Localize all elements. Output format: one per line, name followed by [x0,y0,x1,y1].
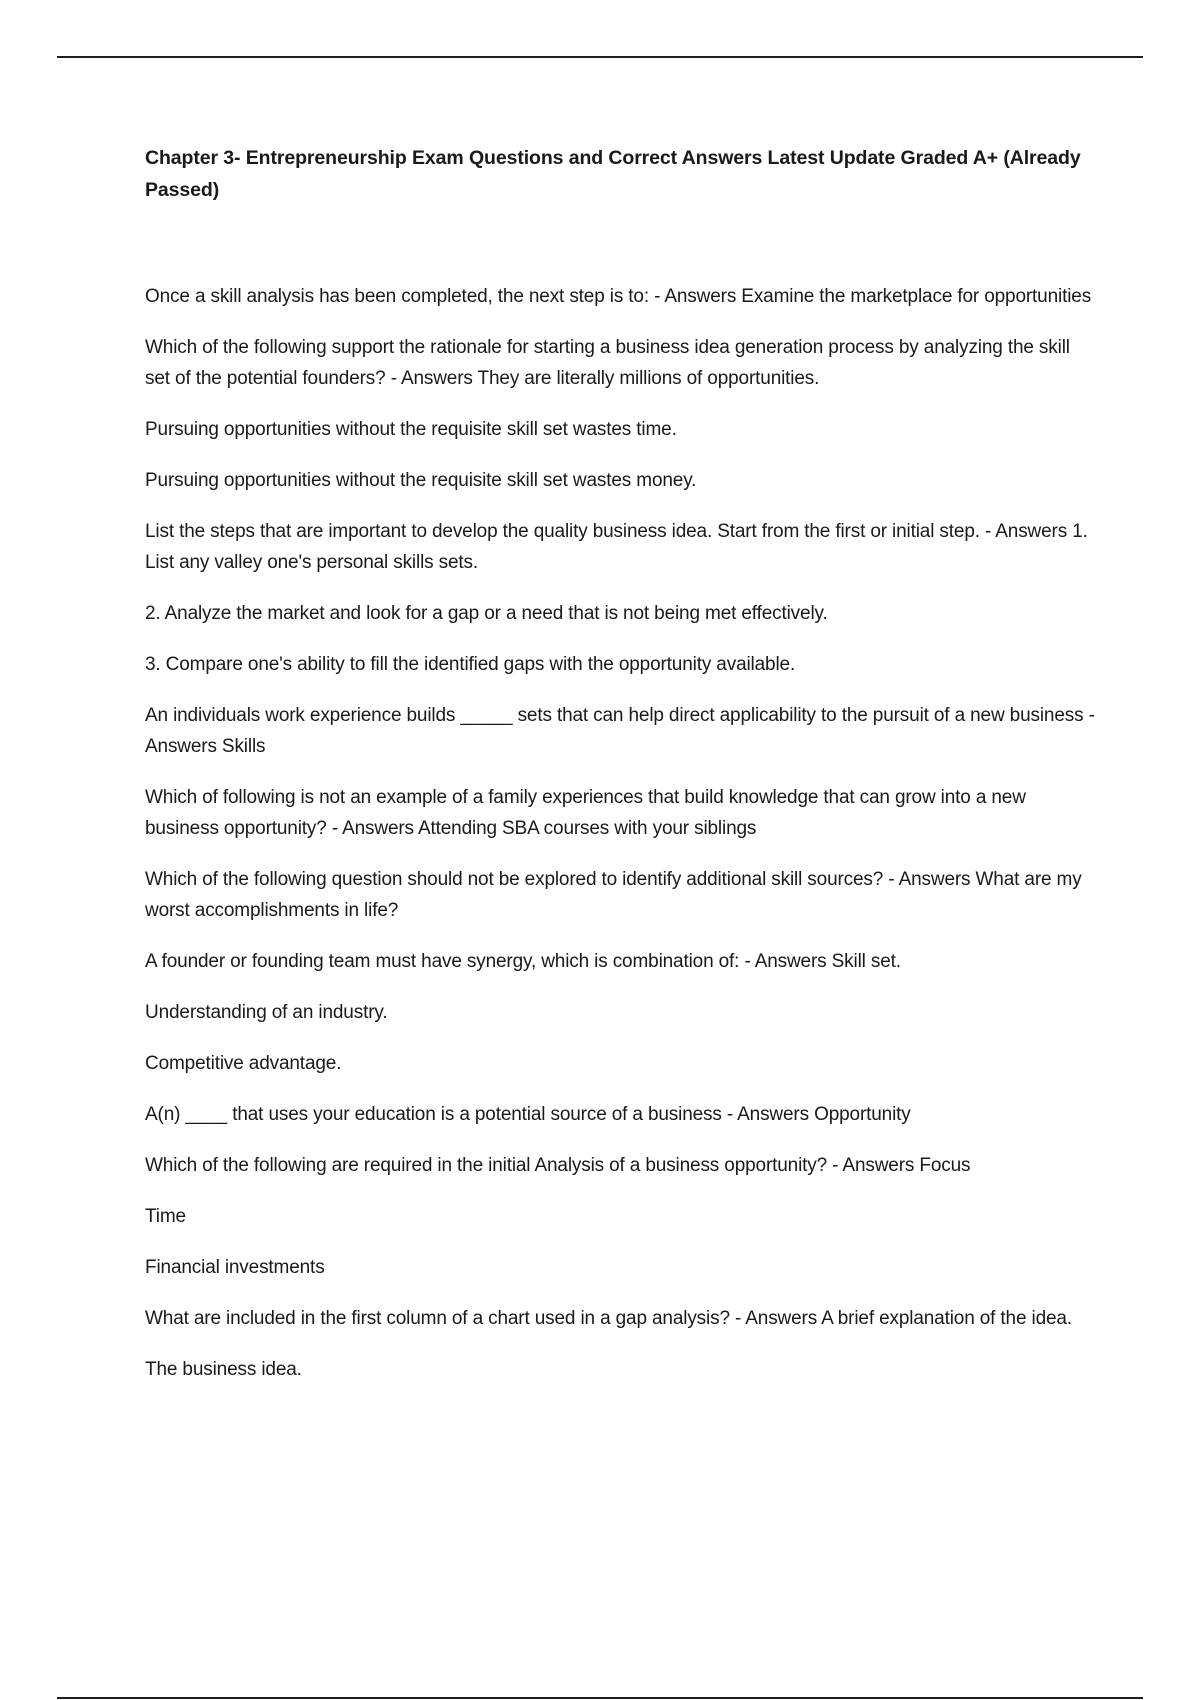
paragraph-6: 2. Analyze the market and look for a gap or a need that is not being met effectively. [145,603,828,624]
footer-rule [57,1697,1143,1699]
paragraph-5: List the steps that are important to develop the quality business idea. Start from the first or initial step. - Answers 1. List any valley one's personal skills sets. [145,521,1088,573]
paragraph-8: An individuals work experience builds _____ sets that can help direct applicability to the pursuit of a new business - Answers Skills [145,705,1095,757]
paragraph-10: Which of the following question should not be explored to identify additional skill sources? - Answers What are my worst accomplishments in life? [145,869,1082,921]
document-title: Chapter 3- Entrepreneurship Exam Questions and Correct Answers Latest Update Graded A+ (Already Passed) [145,147,1081,201]
paragraph-13: Competitive advantage. [145,1053,342,1074]
paragraph-9: Which of following is not an example of a family experiences that build knowledge that can grow into a new business opportunity? - Answers Attending SBA courses with your siblings [145,787,1026,839]
paragraph-7: 3. Compare one's ability to fill the identified gaps with the opportunity available. [145,654,796,675]
paragraph-14: A(n) ____ that uses your education is a potential source of a business - Answers Opportunity [145,1104,911,1125]
header-rule [57,56,1143,58]
paragraph-1: Once a skill analysis has been completed, the next step is to: - Answers Examine the marketplace for opportunities [145,286,1092,307]
paragraph-2: Which of the following support the rationale for starting a business idea generation process by analyzing the skill set of the potential founders? - Answers They are literally millions of opportunities. [145,337,1070,389]
paragraph-3: Pursuing opportunities without the requisite skill set wastes time. [145,419,677,440]
paragraph-12: Understanding of an industry. [145,1002,388,1023]
paragraph-15: Which of the following are required in the initial Analysis of a business opportunity? - Answers Focus [145,1155,971,1176]
paragraph-18: What are included in the first column of a chart used in a gap analysis? - Answers A brief explanation of the idea. [145,1308,1072,1329]
paragraph-19: The business idea. [145,1359,302,1380]
paragraph-16: Time [145,1206,186,1227]
paragraph-11: A founder or founding team must have synergy, which is combination of: - Answers Skill set. [145,951,901,972]
paragraph-17: Financial investments [145,1257,325,1278]
document-body [145,142,1095,1405]
paragraph-4: Pursuing opportunities without the requisite skill set wastes money. [145,470,697,491]
